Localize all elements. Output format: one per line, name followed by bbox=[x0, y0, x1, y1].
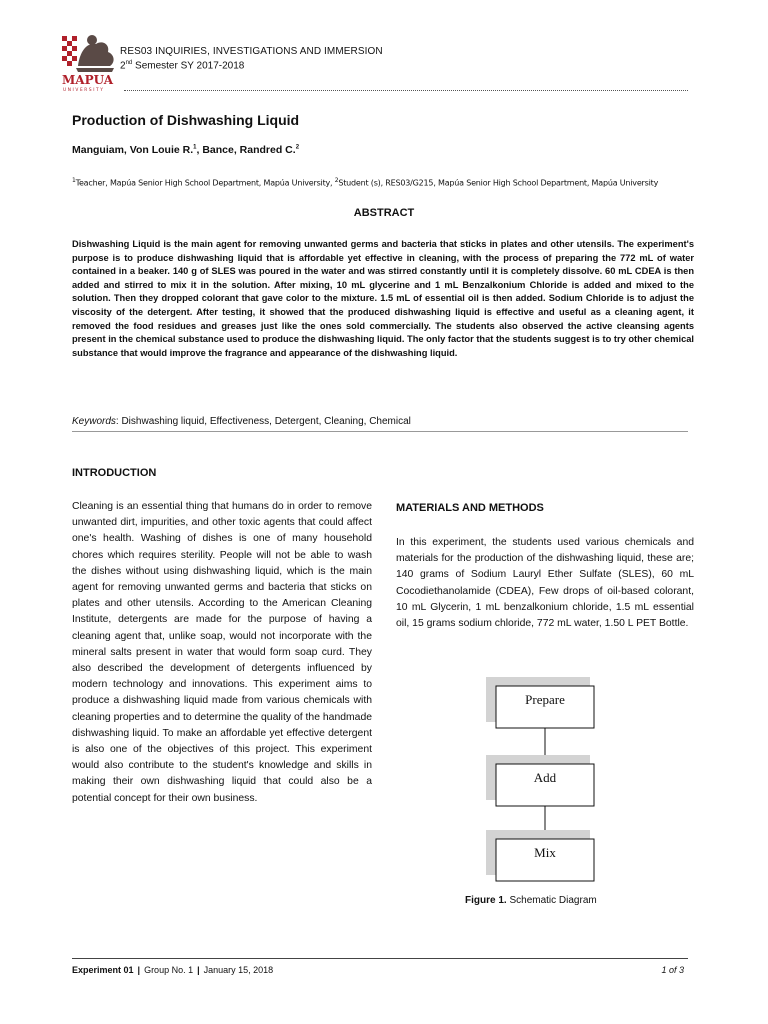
introduction-text: Cleaning is an essential thing that humans do in order to remove unwanted dirt, impurities, and other toxic agents that could affect one's health. Washing of dishes is one of many household chores which requires sterility. People will not be able to wash the dishes without using dishwashing liquid, which is the main agent for removing unwanted germs and bacteria that sticks on plates and other utensils. According to the American Cleaning Institute, detergents are made for the purpose of having a cleaning agent that, unlike soap, would not incorporate with the mineral salts present in water that would form soap curd. They also described the development of detergents influenced by modern technology and innovations. This experiment aims to produce a dishwashing liquid made from various chemicals with cleaning properties and to determine the quality of the handmade dishwashing liquid. To make an affordable yet effective detergent is also one of the objectives of this project. This experiment would also contribute to the student's knowledge and skills in making their own dishwashing liquid that could also be a potential concept for their own business. bbox=[72, 501, 372, 804]
materials-text: In this experiment, the students used various chemicals and materials for the production of the dishwashing liquid, these are; 140 grams of Sodium Lauryl Ether Sulfate (SLES), 60 mL Cocodiethanolamide (CDEA), Few drops of oil-based colorant, 10 mL Glycerin, 1 mL benzalkonium chloride, 1.5 mL essential oil, 15 grams sodium chloride, 772 mL water, 1.50 L PET Bottle. bbox=[396, 537, 694, 630]
diagram-step-prepare bbox=[486, 677, 594, 728]
diagram-step-add bbox=[486, 755, 594, 806]
affiliations: $^1$Teacher, Mapúa Senior High School Department, Mapúa University, $^2$Student (s), RES03/G215, Mapúa Senior High School Department, Mapúa University bbox=[72, 177, 659, 188]
diagram-step-mix bbox=[486, 830, 594, 881]
abstract-text: Dishwashing Liquid is the main agent for removing unwanted germs and bacteria that sticks in plates and other utensils. The experiment's purpose is to produce dishwashing liquid that is affordable yet effective in cleaning, with the process of preparing the 772 mL of water contained in a beaker. 140 g of SLES was poured in the water and was stirred constantly until it is completely dissolve. 60 mL CDEA is then added and stirred to mix it in the solution. After mixing, 10 mL glycerine and 1 mL Benzalkonium Chloride is added and mixed to the solution. Then they dropped colorant that gave color to the mixture. 1.5 mL of essential oil is then added. Sodium Chloride is to adjust the viscosity of the detergent. After testing, it showed that the produced dishwashing liquid is effective and useful as a cleaning agent, it removed the food residues and greases just like the ones sold commercially. The students also observed the active cleansing agents present in the chemical substance used to produce the dishwashing liquid. The only factor that the students suggest is to try other chemical substance that would improve the fragrance and appearance of the dishwashing liquid. bbox=[72, 239, 694, 358]
authors: Manguiam, Von Louie R.$^1$, Bance, Randred C.$^2$ bbox=[72, 144, 300, 156]
page-number: 1 of 3 bbox=[661, 965, 684, 975]
footer-divider bbox=[72, 958, 688, 959]
svg-text:UNIVERSITY: UNIVERSITY bbox=[63, 88, 105, 93]
figure-caption: Figure 1. Schematic Diagram bbox=[465, 895, 597, 906]
semester-line: 2nd Semester SY 2017-2018 bbox=[120, 60, 245, 72]
svg-text:Prepare: Prepare bbox=[525, 692, 565, 707]
materials-heading: MATERIALS AND METHODS bbox=[396, 502, 544, 514]
university-logo bbox=[58, 28, 122, 96]
abstract-heading: ABSTRACT bbox=[353, 207, 415, 219]
header-divider bbox=[124, 90, 688, 91]
keywords: Keywords: Dishwashing liquid, Effectiveness, Detergent, Cleaning, Chemical bbox=[72, 416, 411, 427]
mapua-seal-icon bbox=[58, 28, 122, 96]
paper-title: Production of Dishwashing Liquid bbox=[72, 112, 300, 128]
schematic-diagram bbox=[486, 677, 606, 889]
svg-text:Add: Add bbox=[533, 770, 557, 785]
footer-info: Experiment 01 | Group No. 1 | January 15, 2018 bbox=[72, 965, 274, 975]
keywords-divider bbox=[72, 431, 688, 432]
svg-text:Mix: Mix bbox=[534, 845, 556, 860]
course-title: RES03 INQUIRIES, INVESTIGATIONS AND IMMERSION bbox=[120, 46, 383, 57]
svg-text:MAPUA: MAPUA bbox=[62, 73, 114, 87]
introduction-heading: INTRODUCTION bbox=[72, 467, 157, 479]
